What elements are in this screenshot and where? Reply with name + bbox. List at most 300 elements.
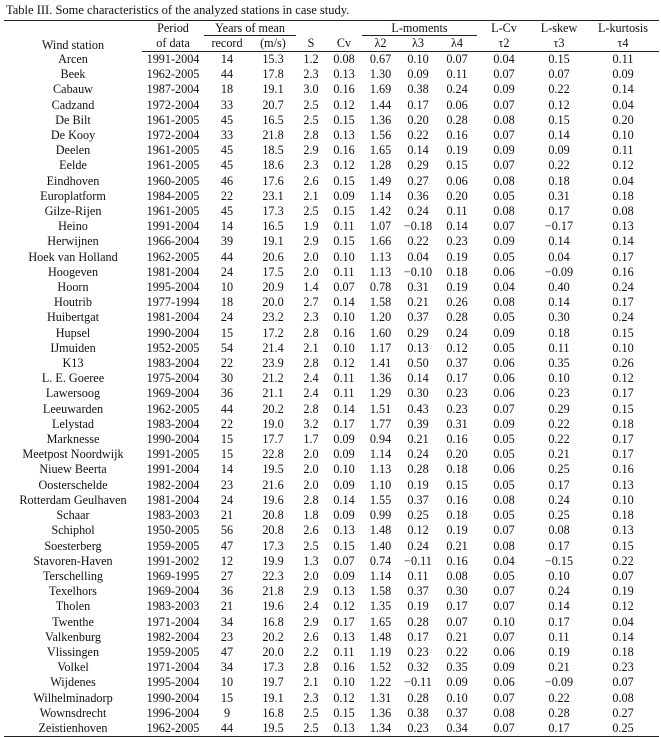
cell-station-name: Herwijnen bbox=[47, 234, 99, 249]
cell-lambda2: 1.58 bbox=[369, 584, 392, 599]
cell-lambda2: 0.74 bbox=[369, 553, 392, 568]
cell-station-name: Deelen bbox=[55, 143, 91, 158]
cell-lambda3: 0.28 bbox=[407, 690, 429, 705]
cell-years: 44 bbox=[220, 249, 234, 264]
cell-station-name: Europlatform bbox=[40, 188, 106, 203]
cell-period: 1991-2004 bbox=[146, 462, 200, 477]
cell-period: 1996-2004 bbox=[146, 705, 200, 720]
cell-period: 1952-2005 bbox=[146, 340, 200, 355]
cell-lambda2: 1.14 bbox=[369, 188, 392, 203]
cell-tau3: 0.11 bbox=[548, 340, 570, 355]
cell-tau2: 0.04 bbox=[493, 52, 515, 66]
cell-station-name: Oosterschelde bbox=[38, 477, 108, 492]
cell-lambda4: 0.10 bbox=[446, 690, 468, 705]
cell-tau3: 0.15 bbox=[548, 52, 570, 66]
cell-years: 24 bbox=[220, 492, 234, 507]
cell-years: 12 bbox=[220, 553, 234, 568]
cell-tau4: 0.19 bbox=[612, 584, 634, 599]
cell-years: 44 bbox=[220, 67, 234, 82]
cell-period: 1983-2004 bbox=[146, 356, 200, 371]
cell-tau2: 0.06 bbox=[493, 356, 515, 371]
cell-mean: 16.5 bbox=[262, 219, 284, 234]
cell-tau4: 0.07 bbox=[612, 568, 634, 583]
cell-lambda4: 0.37 bbox=[446, 705, 468, 720]
cell-years: 33 bbox=[220, 128, 234, 143]
cell-lambda2: 1.36 bbox=[369, 112, 392, 127]
cell-cv: 0.12 bbox=[333, 599, 355, 614]
cell-tau4: 0.04 bbox=[612, 614, 634, 629]
table-row bbox=[4, 326, 659, 341]
cell-tau2: 0.07 bbox=[493, 97, 515, 112]
cell-lambda3: −0.11 bbox=[404, 675, 432, 690]
cell-lambda3: 0.19 bbox=[407, 477, 429, 492]
cell-station-name: Heino bbox=[58, 219, 88, 234]
cell-tau3: 0.12 bbox=[548, 97, 570, 112]
cell-cv: 0.16 bbox=[333, 325, 355, 340]
cell-lambda2: 1.10 bbox=[369, 477, 392, 492]
header-lambda3: λ3 bbox=[399, 36, 437, 52]
cell-lambda2: 1.65 bbox=[369, 614, 392, 629]
cell-station-name: Schaar bbox=[56, 508, 90, 523]
cell-mean: 17.8 bbox=[262, 67, 284, 82]
cell-cv: 0.12 bbox=[333, 97, 355, 112]
cell-cv: 0.15 bbox=[333, 538, 355, 553]
cell-tau4: 0.17 bbox=[612, 447, 634, 462]
cell-lambda3: 0.24 bbox=[407, 204, 429, 219]
cell-lambda3: 0.37 bbox=[407, 492, 429, 507]
cell-tau4: 0.20 bbox=[612, 112, 634, 127]
cell-s: 1.8 bbox=[303, 508, 319, 523]
cell-station-name: Marknesse bbox=[46, 432, 100, 447]
cell-lambda4: 0.16 bbox=[446, 128, 468, 143]
cell-s: 2.9 bbox=[303, 143, 319, 158]
cell-tau2: 0.08 bbox=[493, 538, 515, 553]
cell-tau2: 0.05 bbox=[493, 508, 515, 523]
cell-lambda3: 0.38 bbox=[407, 82, 429, 97]
cell-years: 23 bbox=[220, 477, 234, 492]
cell-lambda3: 0.50 bbox=[407, 356, 429, 371]
cell-period: 1990-2004 bbox=[146, 690, 200, 705]
table-row bbox=[4, 584, 659, 599]
cell-lambda3: 0.04 bbox=[407, 249, 429, 264]
cell-tau3: 0.24 bbox=[548, 584, 570, 599]
cell-lambda3: 0.28 bbox=[407, 614, 429, 629]
cell-period: 1981-2004 bbox=[146, 310, 200, 325]
cell-lambda3: −0.10 bbox=[403, 264, 433, 279]
cell-station-name: Niuew Beerta bbox=[39, 462, 107, 477]
cell-s: 2.5 bbox=[303, 538, 319, 553]
cell-mean: 23.9 bbox=[262, 356, 284, 371]
cell-s: 2.6 bbox=[303, 523, 319, 538]
header-lkurtosis: L-kurtosis bbox=[597, 21, 649, 36]
cell-mean: 23.2 bbox=[262, 310, 284, 325]
cell-years: 23 bbox=[220, 629, 234, 644]
cell-years: 34 bbox=[220, 660, 234, 675]
cell-period: 1987-2004 bbox=[146, 82, 200, 97]
cell-lambda2: 0.67 bbox=[369, 52, 392, 66]
cell-tau3: 0.14 bbox=[548, 599, 570, 614]
cell-cv: 0.15 bbox=[333, 204, 355, 219]
table-row bbox=[4, 630, 659, 645]
cell-years: 30 bbox=[220, 371, 234, 386]
cell-s: 2.4 bbox=[303, 371, 319, 386]
table-row bbox=[4, 158, 659, 173]
cell-lambda2: 1.69 bbox=[369, 82, 392, 97]
cell-lambda3: 0.24 bbox=[407, 538, 429, 553]
cell-lambda4: 0.09 bbox=[446, 675, 468, 690]
cell-cv: 0.14 bbox=[333, 401, 355, 416]
cell-lambda2: 1.77 bbox=[369, 416, 392, 431]
cell-cv: 0.16 bbox=[333, 660, 355, 675]
table-row bbox=[4, 204, 659, 219]
cell-period: 1977-1994 bbox=[146, 295, 200, 310]
cell-tau2: 0.06 bbox=[493, 386, 515, 401]
cell-lambda4: 0.19 bbox=[446, 523, 468, 538]
cell-station-name: Lawersoog bbox=[45, 386, 101, 401]
cell-station-name: Leeuwarden bbox=[42, 401, 104, 416]
table-row bbox=[4, 447, 659, 462]
cell-period: 1991-2002 bbox=[146, 553, 200, 568]
header-tau2: τ2 bbox=[477, 36, 531, 52]
cell-lambda4: 0.15 bbox=[446, 477, 468, 492]
cell-lambda3: 0.32 bbox=[407, 660, 429, 675]
cell-tau3: 0.08 bbox=[548, 523, 570, 538]
cell-cv: 0.09 bbox=[333, 508, 355, 523]
table-row bbox=[4, 615, 659, 630]
cell-years: 45 bbox=[220, 112, 234, 127]
cell-tau3: 0.11 bbox=[548, 629, 570, 644]
cell-tau2: 0.09 bbox=[493, 234, 515, 249]
cell-years: 54 bbox=[220, 340, 234, 355]
cell-tau2: 0.07 bbox=[493, 690, 515, 705]
cell-years: 45 bbox=[220, 204, 234, 219]
table-row bbox=[4, 295, 659, 310]
cell-lambda2: 1.49 bbox=[369, 173, 392, 188]
cell-cv: 0.10 bbox=[333, 462, 355, 477]
cell-lambda4: 0.26 bbox=[446, 295, 468, 310]
cell-station-name: Hoogeven bbox=[47, 264, 99, 279]
cell-tau2: 0.07 bbox=[493, 158, 515, 173]
cell-mean: 20.0 bbox=[262, 295, 284, 310]
cell-tau2: 0.10 bbox=[493, 614, 515, 629]
cell-years: 22 bbox=[220, 416, 234, 431]
cell-tau4: 0.07 bbox=[612, 675, 634, 690]
cell-tau2: 0.05 bbox=[493, 188, 515, 203]
cell-cv: 0.15 bbox=[333, 705, 355, 720]
cell-tau3: 0.19 bbox=[548, 644, 570, 659]
table-row bbox=[4, 250, 659, 265]
cell-s: 1.4 bbox=[303, 280, 319, 295]
cell-tau4: 0.18 bbox=[612, 188, 634, 203]
cell-tau2: 0.08 bbox=[493, 112, 515, 127]
cell-s: 2.3 bbox=[303, 310, 319, 325]
cell-period: 1991-2004 bbox=[146, 219, 200, 234]
cell-lambda4: 0.19 bbox=[446, 280, 468, 295]
cell-lambda2: 1.07 bbox=[369, 219, 392, 234]
cell-lambda4: 0.15 bbox=[446, 158, 468, 173]
cell-station-name: Lelystad bbox=[52, 416, 94, 431]
cell-tau2: 0.08 bbox=[493, 295, 515, 310]
cell-cv: 0.09 bbox=[333, 568, 355, 583]
cell-tau4: 0.12 bbox=[612, 599, 634, 614]
cell-tau4: 0.13 bbox=[612, 477, 634, 492]
cell-station-name: Twenthe bbox=[52, 614, 94, 629]
cell-lambda3: 0.10 bbox=[407, 52, 429, 66]
cell-lambda4: 0.18 bbox=[446, 462, 468, 477]
cell-lambda3: 0.37 bbox=[407, 310, 429, 325]
cell-station-name: Texelhors bbox=[49, 584, 97, 599]
cell-mean: 19.7 bbox=[262, 675, 284, 690]
cell-lambda2: 1.60 bbox=[369, 325, 392, 340]
cell-mean: 15.3 bbox=[262, 52, 284, 66]
cell-s: 2.8 bbox=[303, 660, 319, 675]
cell-station-name: Tholen bbox=[55, 599, 91, 614]
cell-s: 2.3 bbox=[303, 67, 319, 82]
cell-tau2: 0.06 bbox=[493, 675, 515, 690]
cell-lambda2: 1.13 bbox=[369, 264, 392, 279]
header-s: S bbox=[296, 36, 326, 52]
cell-tau3: 0.10 bbox=[548, 568, 570, 583]
cell-tau3: 0.09 bbox=[548, 143, 570, 158]
cell-cv: 0.08 bbox=[333, 52, 355, 66]
cell-tau3: −0.17 bbox=[544, 219, 574, 234]
cell-s: 2.4 bbox=[303, 599, 319, 614]
cell-tau3: −0.09 bbox=[544, 675, 574, 690]
cell-tau3: 0.22 bbox=[548, 82, 570, 97]
cell-tau2: 0.09 bbox=[493, 82, 515, 97]
cell-cv: 0.17 bbox=[333, 614, 355, 629]
cell-lambda4: 0.16 bbox=[446, 492, 468, 507]
cell-period: 1962-2005 bbox=[146, 249, 200, 264]
cell-lambda4: 0.19 bbox=[446, 143, 468, 158]
cell-s: 1.2 bbox=[303, 52, 319, 66]
table-row bbox=[4, 371, 659, 386]
cell-lambda4: 0.18 bbox=[446, 508, 468, 523]
cell-mean: 19.5 bbox=[262, 462, 284, 477]
cell-tau2: 0.08 bbox=[493, 705, 515, 720]
cell-lambda3: 0.17 bbox=[407, 629, 429, 644]
table-row bbox=[4, 493, 659, 508]
table-row bbox=[4, 569, 659, 584]
cell-s: 2.6 bbox=[303, 173, 319, 188]
cell-s: 2.0 bbox=[303, 249, 319, 264]
cell-s: 2.5 bbox=[303, 97, 319, 112]
cell-tau2: 0.05 bbox=[493, 447, 515, 462]
cell-mean: 17.6 bbox=[262, 173, 284, 188]
cell-station-name: IJmuiden bbox=[50, 340, 96, 355]
cell-lambda2: 1.19 bbox=[369, 644, 392, 659]
cell-cv: 0.09 bbox=[333, 188, 355, 203]
cell-tau3: 0.28 bbox=[548, 705, 570, 720]
cell-mean: 20.8 bbox=[262, 508, 284, 523]
table-row bbox=[4, 478, 659, 493]
table-row bbox=[4, 82, 659, 97]
cell-tau4: 0.18 bbox=[612, 644, 634, 659]
cell-lambda4: 0.20 bbox=[446, 447, 468, 462]
cell-lambda2: 1.52 bbox=[369, 660, 392, 675]
cell-lambda2: 1.41 bbox=[369, 356, 392, 371]
header-period-line2: of data bbox=[142, 36, 204, 52]
table-row bbox=[4, 675, 659, 690]
cell-s: 2.0 bbox=[303, 477, 319, 492]
table-row bbox=[4, 706, 659, 721]
cell-tau4: 0.08 bbox=[612, 690, 634, 705]
cell-period: 1991-2004 bbox=[146, 52, 200, 66]
cell-period: 1991-2005 bbox=[146, 447, 200, 462]
cell-years: 18 bbox=[220, 82, 234, 97]
cell-cv: 0.13 bbox=[333, 584, 355, 599]
cell-period: 1969-2004 bbox=[146, 386, 200, 401]
cell-cv: 0.07 bbox=[333, 553, 355, 568]
cell-mean: 20.2 bbox=[262, 629, 284, 644]
cell-tau2: 0.05 bbox=[493, 249, 515, 264]
cell-tau2: 0.07 bbox=[493, 401, 515, 416]
cell-period: 1981-2004 bbox=[146, 492, 200, 507]
cell-mean: 18.6 bbox=[262, 158, 284, 173]
cell-tau4: 0.04 bbox=[612, 173, 634, 188]
cell-period: 1962-2005 bbox=[146, 67, 200, 82]
cell-years: 22 bbox=[220, 188, 234, 203]
cell-lambda2: 1.48 bbox=[369, 629, 392, 644]
cell-s: 2.3 bbox=[303, 158, 319, 173]
cell-years: 39 bbox=[220, 234, 234, 249]
cell-tau4: 0.16 bbox=[612, 462, 634, 477]
cell-lambda2: 1.51 bbox=[369, 401, 392, 416]
cell-cv: 0.13 bbox=[333, 523, 355, 538]
cell-tau3: 0.21 bbox=[548, 660, 570, 675]
cell-cv: 0.07 bbox=[333, 280, 355, 295]
cell-tau2: 0.07 bbox=[493, 219, 515, 234]
cell-tau3: 0.14 bbox=[548, 234, 570, 249]
table-row bbox=[4, 386, 659, 401]
cell-s: 2.5 bbox=[303, 112, 319, 127]
cell-cv: 0.13 bbox=[333, 67, 355, 82]
cell-lambda2: 1.13 bbox=[369, 249, 392, 264]
cell-years: 14 bbox=[220, 462, 234, 477]
header-years-of-mean: Years of mean bbox=[204, 21, 296, 36]
cell-lambda3: 0.29 bbox=[407, 158, 429, 173]
cell-lambda4: 0.16 bbox=[446, 553, 468, 568]
cell-lambda3: 0.09 bbox=[407, 67, 429, 82]
cell-lambda3: 0.36 bbox=[407, 188, 429, 203]
cell-period: 1959-2005 bbox=[146, 538, 200, 553]
cell-period: 1990-2004 bbox=[146, 325, 200, 340]
cell-mean: 21.6 bbox=[262, 477, 284, 492]
cell-s: 2.7 bbox=[303, 295, 319, 310]
cell-lambda4: 0.11 bbox=[446, 204, 468, 219]
cell-lambda3: 0.11 bbox=[407, 568, 429, 583]
cell-tau4: 0.17 bbox=[612, 295, 634, 310]
cell-years: 44 bbox=[220, 401, 234, 416]
cell-cv: 0.16 bbox=[333, 82, 355, 97]
cell-lambda4: 0.24 bbox=[446, 325, 468, 340]
cell-tau3: 0.10 bbox=[548, 371, 570, 386]
cell-period: 1971-2004 bbox=[146, 660, 200, 675]
cell-tau2: 0.09 bbox=[493, 143, 515, 158]
cell-tau3: 0.22 bbox=[548, 432, 570, 447]
table-row bbox=[4, 539, 659, 554]
cell-lambda2: 1.13 bbox=[369, 462, 392, 477]
cell-tau2: 0.07 bbox=[477, 721, 531, 737]
cell-mean: 17.3 bbox=[262, 204, 284, 219]
cell-cv: 0.10 bbox=[333, 310, 355, 325]
cell-lambda4: 0.31 bbox=[446, 416, 468, 431]
cell-tau2: 0.08 bbox=[493, 173, 515, 188]
cell-station-name: K13 bbox=[62, 356, 84, 371]
cell-lambda2: 1.48 bbox=[369, 523, 392, 538]
cell-tau4: 0.08 bbox=[612, 204, 634, 219]
cell-lambda2: 1.55 bbox=[369, 492, 392, 507]
cell-tau2: 0.06 bbox=[493, 644, 515, 659]
cell-lambda2: 0.78 bbox=[369, 280, 392, 295]
cell-lambda2: 1.35 bbox=[369, 599, 392, 614]
cell-years: 14 bbox=[220, 219, 234, 234]
cell-lambda3: 0.29 bbox=[407, 325, 429, 340]
table-row bbox=[4, 143, 659, 158]
cell-mean: 20.8 bbox=[262, 523, 284, 538]
cell-lambda4: 0.14 bbox=[446, 219, 468, 234]
cell-lambda4: 0.30 bbox=[446, 584, 468, 599]
cell-station-name: Vlissingen bbox=[46, 644, 100, 659]
cell-lambda3: 0.23 bbox=[407, 644, 429, 659]
cell-lambda3: 0.38 bbox=[407, 705, 429, 720]
cell-station-name: Arcen bbox=[58, 51, 88, 66]
cell-tau4: 0.12 bbox=[612, 371, 634, 386]
cell-station-name: Wownsdrecht bbox=[39, 705, 107, 720]
cell-lambda4: 0.11 bbox=[446, 67, 468, 82]
cell-years: 24 bbox=[220, 264, 234, 279]
cell-years: 27 bbox=[220, 568, 234, 583]
cell-tau4: 0.13 bbox=[612, 219, 634, 234]
cell-tau4: 0.12 bbox=[612, 158, 634, 173]
cell-period: 1961-2005 bbox=[146, 143, 200, 158]
cell-s: 2.8 bbox=[303, 128, 319, 143]
table-row bbox=[4, 189, 659, 204]
cell-lambda4: 0.06 bbox=[446, 173, 468, 188]
cell-mean: 17.5 bbox=[262, 264, 284, 279]
cell-years: 18 bbox=[220, 295, 234, 310]
cell-lambda2: 1.58 bbox=[369, 295, 392, 310]
cell-lambda4: 0.18 bbox=[446, 264, 468, 279]
header-lambda4: λ4 bbox=[437, 36, 477, 52]
cell-years: 46 bbox=[220, 173, 234, 188]
cell-years: 36 bbox=[220, 584, 234, 599]
cell-station-name: Valkenburg bbox=[45, 629, 101, 644]
cell-tau3: 0.07 bbox=[548, 67, 570, 82]
cell-s: 2.4 bbox=[303, 386, 319, 401]
table-row bbox=[4, 52, 659, 68]
cell-mean: 19.9 bbox=[262, 553, 284, 568]
cell-years: 15 bbox=[220, 325, 234, 340]
cell-cv: 0.09 bbox=[333, 477, 355, 492]
header-record: record bbox=[204, 36, 250, 52]
cell-lambda4: 0.12 bbox=[446, 340, 468, 355]
cell-station-name: De Bilt bbox=[55, 112, 91, 127]
cell-years: 44 bbox=[204, 721, 250, 737]
cell-mean: 21.2 bbox=[262, 371, 284, 386]
cell-tau3: 0.17 bbox=[548, 477, 570, 492]
cell-lambda4: 0.34 bbox=[437, 721, 477, 737]
cell-mean: 16.8 bbox=[262, 614, 284, 629]
cell-cv: 0.11 bbox=[333, 644, 355, 659]
cell-lambda4: 0.37 bbox=[446, 356, 468, 371]
cell-station-name: Schiphol bbox=[51, 523, 95, 538]
cell-period: 1962-2005 bbox=[142, 721, 204, 737]
cell-tau3: 0.40 bbox=[548, 280, 570, 295]
cell-mean: 18.5 bbox=[262, 143, 284, 158]
cell-lambda3: 0.31 bbox=[407, 280, 429, 295]
cell-years: 9 bbox=[223, 705, 231, 720]
